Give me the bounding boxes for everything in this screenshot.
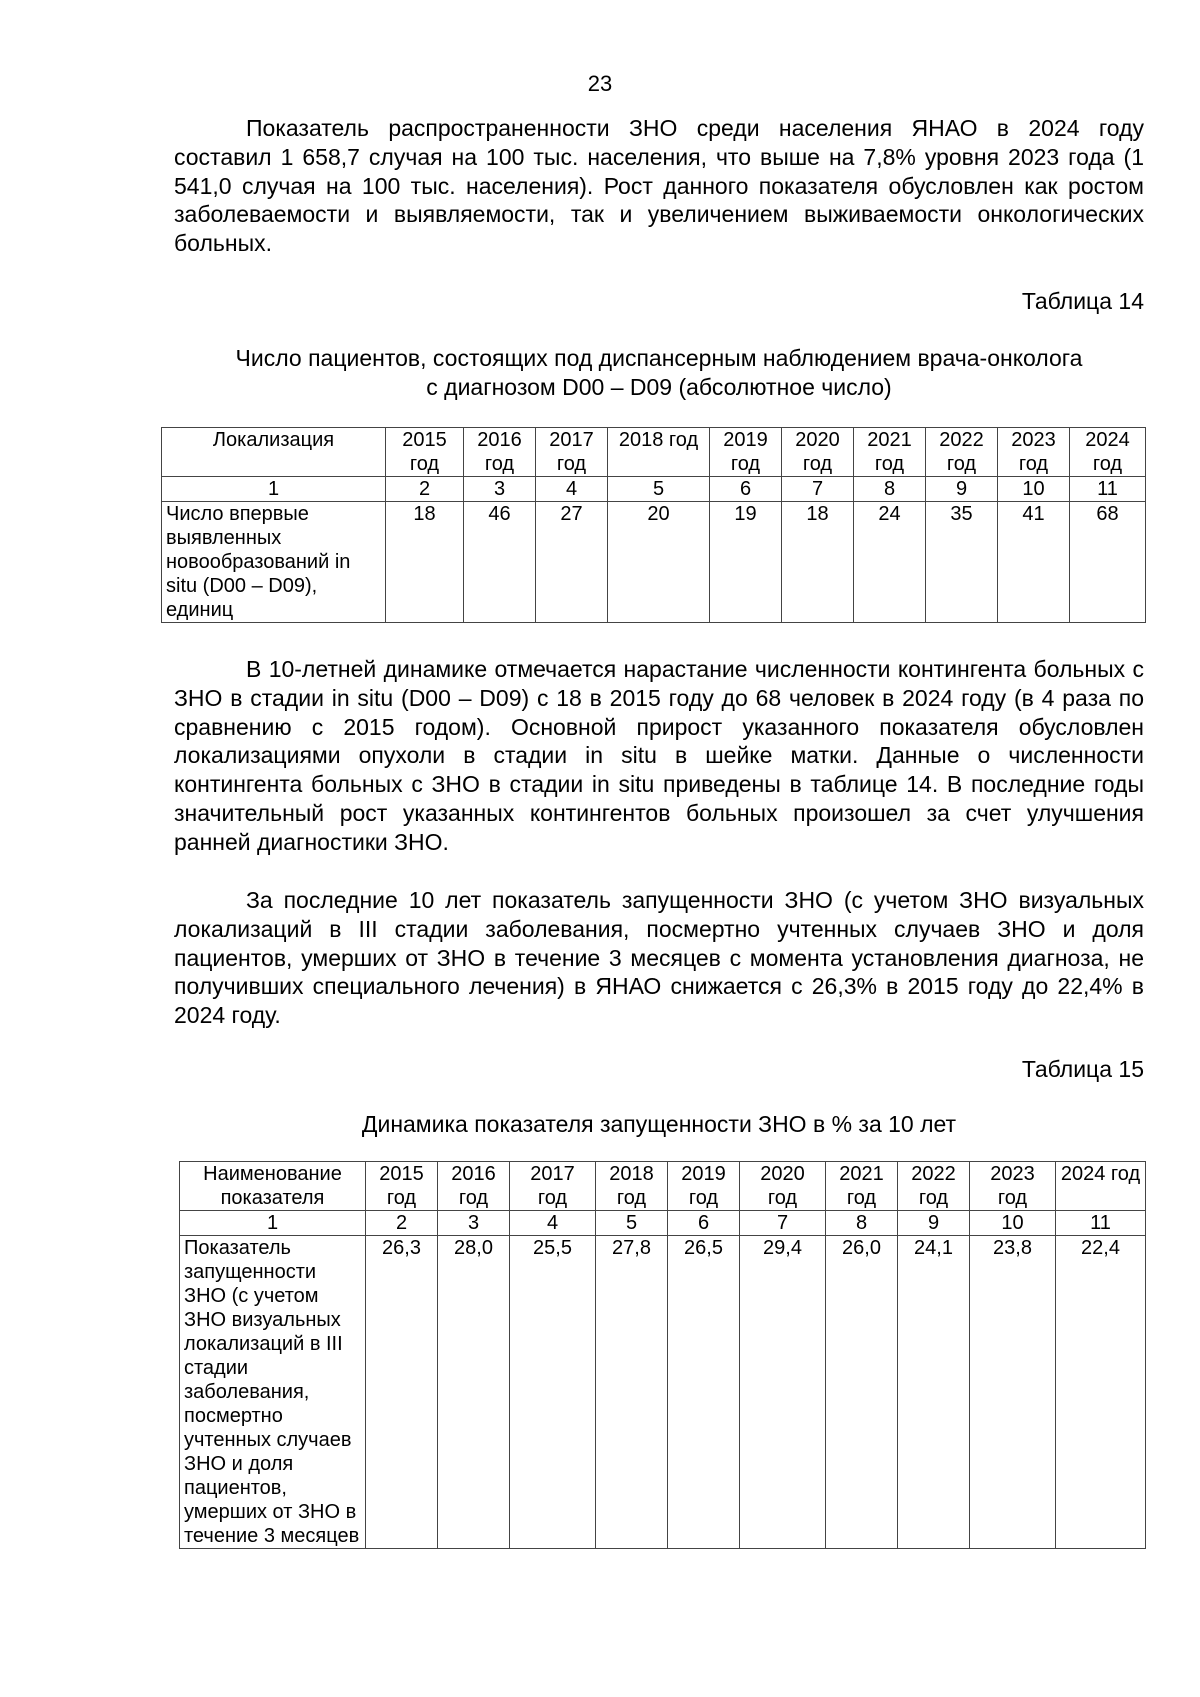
paragraph-in-situ-dynamics: В 10-летней динамике отмечается нарастание численности контингента больных с ЗНО в стадии in situ (D00 – D09) с 18 в 2015 году до 68 человек в 2024 году (в 4 раза по сравнению с 2015 годом). Основной прирост указанного показателя обусловлен локализациями опухоли в стадии in situ в шейке матки. Данные о численности контингента больных с ЗНО в стадии in situ приведены в таблице 14. В последние годы значительный рост указанных контингентов больных произошел за счет улучшения ранней диагностики ЗНО. <box>174 656 1144 855</box>
table15-year-2017: 2017 год <box>510 1162 596 1211</box>
table14-colnum: 9 <box>926 477 998 502</box>
table14-value-2017: 27 <box>536 502 608 623</box>
table15-caption: Динамика показателя запущенности ЗНО в % за 10 лет <box>361 1111 957 1137</box>
table15-header-indicator: Наименование показателя <box>180 1162 366 1211</box>
table14-colnum: 5 <box>608 477 710 502</box>
table14-year-2016: 2016 год <box>464 428 536 477</box>
table15-data-row <box>180 1236 1146 1549</box>
table14-colnum: 2 <box>386 477 464 502</box>
paragraph-prevalence: Показатель распространенности ЗНО среди населения ЯНАО в 2024 году составил 1 658,7 случая на 100 тыс. населения, что выше на 7,8% уровня 2023 года (1 541,0 случая на 100 тыс. населения). Рост данного показателя обусловлен как ростом заболеваемости и выявляемости, так и увеличением выживаемости онкологических больных. <box>174 115 1144 257</box>
table15-colnum: 1 <box>180 1211 366 1236</box>
table15-value-2021: 26,0 <box>826 1236 898 1549</box>
table14-colnum: 11 <box>1070 477 1146 502</box>
table15-value-2018: 27,8 <box>596 1236 668 1549</box>
table15-colnum: 9 <box>898 1211 970 1236</box>
table14-value-2015: 18 <box>386 502 464 623</box>
table14-colnum: 7 <box>782 477 854 502</box>
table14-value-2024: 68 <box>1070 502 1146 623</box>
table14-colnum: 1 <box>162 477 386 502</box>
table15-value-2020: 29,4 <box>740 1236 826 1549</box>
table14-year-2024: 2024 год <box>1070 428 1146 477</box>
table15-number-row <box>180 1211 1146 1236</box>
table14-value-2018: 20 <box>608 502 710 623</box>
table14-colnum: 3 <box>464 477 536 502</box>
table14-year-2017: 2017 год <box>536 428 608 477</box>
table15-colnum: 11 <box>1056 1211 1146 1236</box>
table15-value-2022: 24,1 <box>898 1236 970 1549</box>
table14-year-2022: 2022 год <box>926 428 998 477</box>
table15-header-row <box>180 1162 1146 1211</box>
table15-value-2015: 26,3 <box>366 1236 438 1549</box>
table14-colnum: 6 <box>710 477 782 502</box>
table15-year-2021: 2021 год <box>826 1162 898 1211</box>
table15-year-2018: 2018 год <box>596 1162 668 1211</box>
table15-colnum: 8 <box>826 1211 898 1236</box>
table14-colnum: 8 <box>854 477 926 502</box>
table14-label: Таблица 14 <box>1021 288 1144 314</box>
table15-colnum: 7 <box>740 1211 826 1236</box>
table14-caption-line2: с диагнозом D00 – D09 (абсолютное число) <box>426 373 892 400</box>
table15-value-2017: 25,5 <box>510 1236 596 1549</box>
table15-value-2024: 22,4 <box>1056 1236 1146 1549</box>
table14-value-2020: 18 <box>782 502 854 623</box>
table15-colnum: 3 <box>438 1211 510 1236</box>
table15-label: Таблица 15 <box>1021 1056 1144 1082</box>
table14-year-2019: 2019 год <box>710 428 782 477</box>
table14-data-row <box>162 502 1146 623</box>
table15-value-2019: 26,5 <box>668 1236 740 1549</box>
table14-row-label: Число впервые выявленных новообразований in situ (D00 – D09), единиц <box>162 502 386 623</box>
table15-year-2022: 2022 год <box>898 1162 970 1211</box>
table15-year-2023: 2023 год <box>970 1162 1056 1211</box>
table15-year-2019: 2019 год <box>668 1162 740 1211</box>
table15-value-2016: 28,0 <box>438 1236 510 1549</box>
table14-colnum: 10 <box>998 477 1070 502</box>
table15-year-2015: 2015 год <box>366 1162 438 1211</box>
table15-colnum: 10 <box>970 1211 1056 1236</box>
table14-year-2023: 2023 год <box>998 428 1070 477</box>
table14-header-row <box>162 428 1146 477</box>
paragraph-neglect-index: За последние 10 лет показатель запущенности ЗНО (с учетом ЗНО визуальных локализаций в III стадии заболевания, посмертно учтенных случаев ЗНО и доля пациентов, умерших от ЗНО в течение 3 месяцев с момента установления диагноза, не получивших специального лечения) в ЯНАО снижается с 26,3% в 2015 году до 22,4% в 2024 году. <box>174 887 1144 1029</box>
page-number: 23 <box>587 71 613 96</box>
table14-number-row <box>162 477 1146 502</box>
table-15 <box>179 1161 1146 1549</box>
table14-value-2023: 41 <box>998 502 1070 623</box>
table15-year-2016: 2016 год <box>438 1162 510 1211</box>
table14-header-localization: Локализация <box>162 428 386 477</box>
table14-value-2022: 35 <box>926 502 998 623</box>
table15-year-2020: 2020 год <box>740 1162 826 1211</box>
table14-year-2021: 2021 год <box>854 428 926 477</box>
table15-year-2024: 2024 год <box>1056 1162 1146 1211</box>
table14-year-2015: 2015 год <box>386 428 464 477</box>
table14-year-2020: 2020 год <box>782 428 854 477</box>
table14-value-2019: 19 <box>710 502 782 623</box>
table14-year-2018: 2018 год <box>608 428 710 477</box>
table14-colnum: 4 <box>536 477 608 502</box>
table-14 <box>161 427 1146 623</box>
table15-colnum: 6 <box>668 1211 740 1236</box>
table14-caption-line1: Число пациентов, состоящих под диспансерным наблюдением врача-онколога <box>235 345 1083 371</box>
table15-colnum: 5 <box>596 1211 668 1236</box>
table14-caption <box>174 344 1144 402</box>
table15-colnum: 2 <box>366 1211 438 1236</box>
table14-value-2016: 46 <box>464 502 536 623</box>
table14-value-2021: 24 <box>854 502 926 623</box>
table15-colnum: 4 <box>510 1211 596 1236</box>
table15-row-label: Показатель запущенности ЗНО (с учетом ЗНО визуальных локализаций в III стадии заболевания, посмертно учтенных случаев ЗНО и доля пациентов, умерших от ЗНО в течение 3 месяцев <box>180 1236 366 1549</box>
table15-value-2023: 23,8 <box>970 1236 1056 1549</box>
